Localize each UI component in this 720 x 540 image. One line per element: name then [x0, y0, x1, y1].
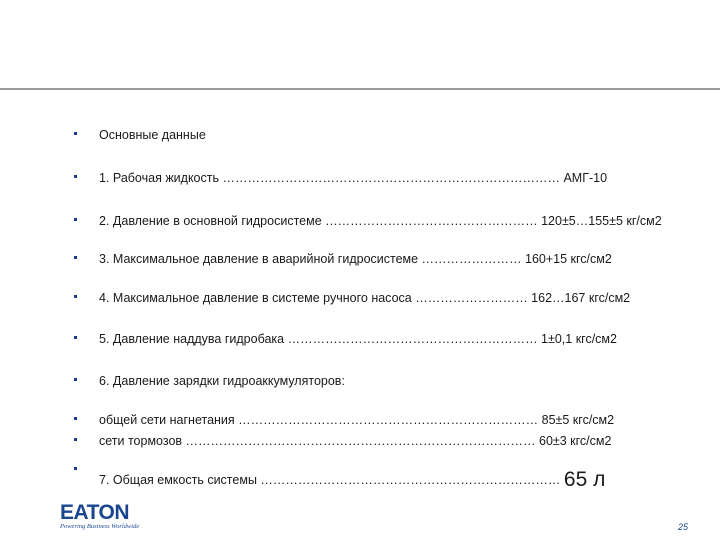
bullet-icon: [74, 175, 77, 178]
bullet-text: 5. Давление наддува гидробака …………………………………………………… 1±0,1 кгс/см2: [99, 332, 617, 346]
bullet-icon: [74, 438, 77, 441]
eaton-logo: [60, 503, 155, 535]
bullet-text: общей сети нагнетания ……………………………………………………………… 85±5 кгс/см2: [99, 413, 615, 427]
bullet-icon: [74, 295, 77, 298]
bullet-text: 1. Рабочая жидкость ……………………………………………………………………… АМГ-10: [99, 171, 608, 185]
logo-wordmark: EATON: [60, 501, 130, 524]
total-capacity-value: 65 л: [563, 468, 606, 491]
bullet-text: сети тормозов ………………………………………………………………………… 60±3 кгс/см2: [99, 434, 612, 448]
bullet-icon: [74, 336, 77, 339]
bullet-icon: [74, 256, 77, 259]
bullet-text: 3. Максимальное давление в аварийной гидросистеме …………………… 160+15 кгс/см2: [99, 252, 612, 266]
header-divider: [0, 88, 720, 90]
bullet-text: 7. Общая емкость системы ………………………………………………………………: [99, 473, 561, 487]
bullet-text: 2. Давление в основной гидросистеме …………………………………………… 120±5…155±5 кг/см2: [99, 214, 662, 228]
bullet-text: Основные данные: [99, 128, 206, 142]
logo-tagline: Powering Business Worldwide: [60, 523, 140, 530]
bullet-icon: [74, 132, 77, 135]
bullet-icon: [74, 467, 77, 470]
bullet-icon: [74, 378, 77, 381]
page-number: 25: [678, 522, 689, 532]
bullet-text: 4. Максимальное давление в системе ручного насоса ……………………… 162…167 кгс/см2: [99, 291, 631, 305]
bullet-icon: [74, 417, 77, 420]
bullet-icon: [74, 218, 77, 221]
bullet-text: 6. Давление зарядки гидроаккумуляторов:: [99, 374, 345, 388]
